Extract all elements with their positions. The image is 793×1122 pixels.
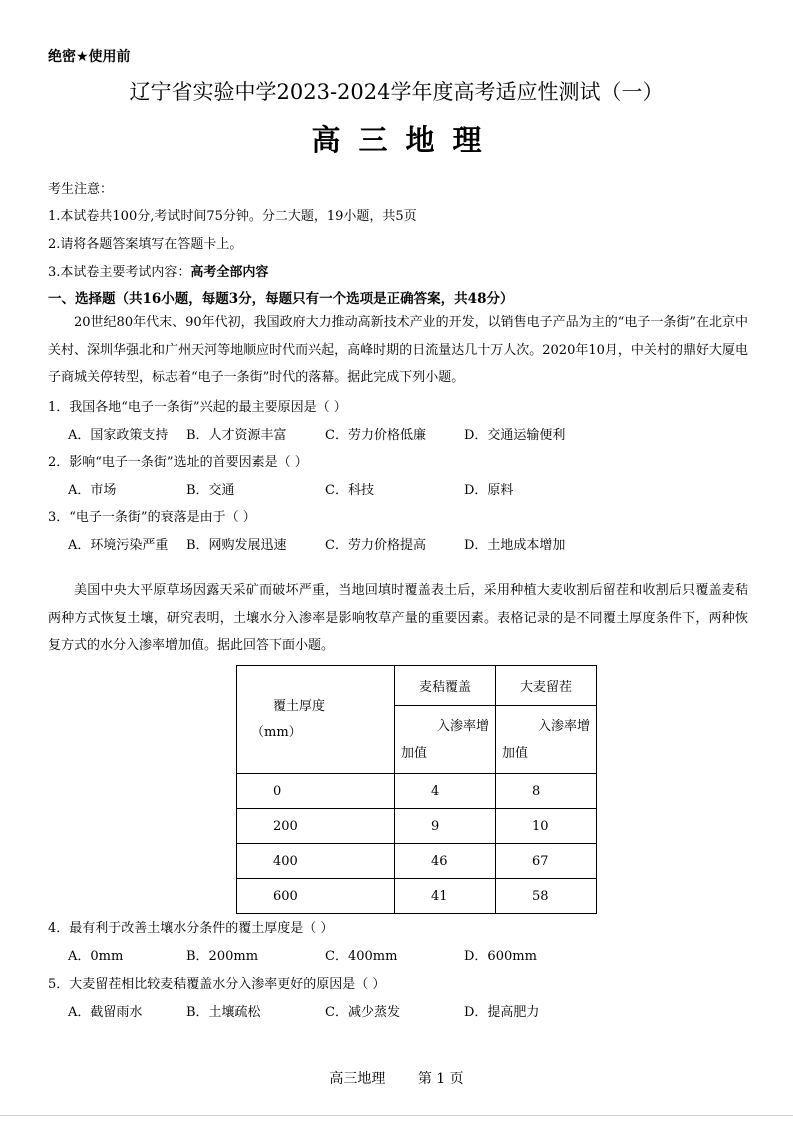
- cell-thickness: 600: [237, 879, 395, 914]
- note-3: [48, 261, 268, 280]
- q1-option-b[interactable]: B．人才资源丰富: [186, 428, 287, 443]
- cell-stubble: 8: [496, 774, 597, 809]
- exam-title: 辽宁省实验中学2023-2024学年度高考适应性测试（一）: [129, 80, 664, 104]
- note-3-text: 3.本试卷主要考试内容：: [48, 265, 191, 280]
- note-1: 1.本试卷共100分,考试时间75分钟。分二大题，19小题，共5页: [48, 209, 417, 224]
- q3-option-d[interactable]: D．土地成本增加: [464, 538, 566, 553]
- notes-title: 考生注意：: [48, 182, 114, 197]
- cell-stubble: 58: [496, 879, 597, 914]
- subject-title: 高三地理: [311, 123, 500, 157]
- header-thickness: [237, 666, 395, 774]
- subheader-stubble-line2: 加值: [502, 745, 529, 761]
- question-5-stem: 5．大麦留茬相比较麦秸覆盖水分入渗率更好的原因是（ ）: [48, 977, 386, 992]
- table-row: [237, 774, 597, 809]
- q2-option-a[interactable]: A．市场: [68, 483, 117, 498]
- page-bottom-divider: [0, 1115, 793, 1116]
- cell-straw: 46: [395, 844, 496, 879]
- infiltration-table: [236, 665, 597, 914]
- question-1-stem: 1．我国各地“电子一条街”兴起的最主要原因是（ ）: [48, 400, 347, 415]
- q1-option-c[interactable]: C．劳力价格低廉: [325, 428, 426, 443]
- q4-option-b[interactable]: B．200mm: [186, 949, 259, 964]
- footer-subject: 高三地理: [329, 1071, 386, 1087]
- q2-option-b[interactable]: B．交通: [186, 483, 235, 498]
- section-heading: 一、选择题（共16小题，每题3分，每题只有一个选项是正确答案，共48分）: [48, 291, 514, 307]
- subheader-stubble-line1: 入渗率增: [537, 718, 590, 734]
- cell-stubble: 10: [496, 809, 597, 844]
- question-2-stem: 2．影响“电子一条街”选址的首要因素是（ ）: [48, 455, 308, 470]
- cell-thickness: 200: [237, 809, 395, 844]
- q4-option-d[interactable]: D．600mm: [464, 949, 537, 964]
- header-thickness-line2: （mm）: [251, 724, 302, 740]
- question-4-stem: 4．最有利于改善土壤水分条件的覆土厚度是（ ）: [48, 921, 334, 936]
- header-thickness-line1: 覆土厚度: [273, 698, 326, 714]
- table-row: [237, 809, 597, 844]
- passage-1: 20世纪80年代末、90年代初，我国政府大力推动高新技术产业的开发，以销售电子产品为主的“电子一条街”在北京中关村、深圳华强北和广州天河等地顺应时代而兴起，高峰时期的日流量达几十万人次。2020年10月，中关村的鼎好大厦电子商城关停转型，标志着“电子一条街”时代的落幕。据此完成下列小题。: [48, 315, 748, 385]
- q2-option-d[interactable]: D．原料: [464, 483, 514, 498]
- header-straw: 麦秸覆盖: [395, 666, 496, 706]
- cell-stubble: 67: [496, 844, 597, 879]
- q4-option-c[interactable]: C．400mm: [325, 949, 398, 964]
- q3-option-a[interactable]: A．环境污染严重: [68, 538, 169, 553]
- q5-option-c[interactable]: C．减少蒸发: [325, 1005, 400, 1020]
- q1-option-a[interactable]: A．国家政策支持: [68, 428, 169, 443]
- page-footer: [0, 1068, 793, 1088]
- q2-option-c[interactable]: C．科技: [325, 483, 374, 498]
- footer-page-number: 第 1 页: [417, 1071, 464, 1087]
- cell-thickness: 0: [237, 774, 395, 809]
- subheader-straw: [395, 706, 496, 774]
- q5-option-b[interactable]: B．土壤疏松: [186, 1005, 261, 1020]
- subheader-straw-line2: 加值: [401, 745, 428, 761]
- q1-option-d[interactable]: D．交通运输便利: [464, 428, 566, 443]
- q3-option-b[interactable]: B．网购发展迅速: [186, 538, 287, 553]
- cell-straw: 4: [395, 774, 496, 809]
- cell-straw: 41: [395, 879, 496, 914]
- question-3-stem: 3．“电子一条街”的衰落是由于（ ）: [48, 510, 256, 525]
- passage-2: 美国中央大平原草场因露天采矿而破坏严重，当地回填时覆盖表土后，采用种植大麦收割后留茬和收割后只覆盖麦秸两种方式恢复土壤，研究表明，土壤水分入渗率是影响牧草产量的重要因素。表格记录的是不同覆土厚度条件下，两种恢复方式的水分入渗率增加值。据此回答下面小题。: [48, 583, 748, 653]
- table-row: [237, 879, 597, 914]
- subheader-straw-line1: 入渗率增: [436, 718, 489, 734]
- header-stubble: 大麦留茬: [496, 666, 597, 706]
- q5-option-a[interactable]: A．截留雨水: [68, 1005, 143, 1020]
- table-row: [237, 844, 597, 879]
- confidential-mark: 绝密★使用前: [48, 49, 131, 65]
- note-2: 2.请将各题答案填写在答题卡上。: [48, 237, 243, 252]
- q4-option-a[interactable]: A．0mm: [68, 949, 124, 964]
- cell-straw: 9: [395, 809, 496, 844]
- note-3-bold: 高考全部内容: [190, 265, 269, 280]
- q5-option-d[interactable]: D．提高肥力: [464, 1005, 540, 1020]
- subheader-stubble: [496, 706, 597, 774]
- cell-thickness: 400: [237, 844, 395, 879]
- q3-option-c[interactable]: C．劳力价格提高: [325, 538, 426, 553]
